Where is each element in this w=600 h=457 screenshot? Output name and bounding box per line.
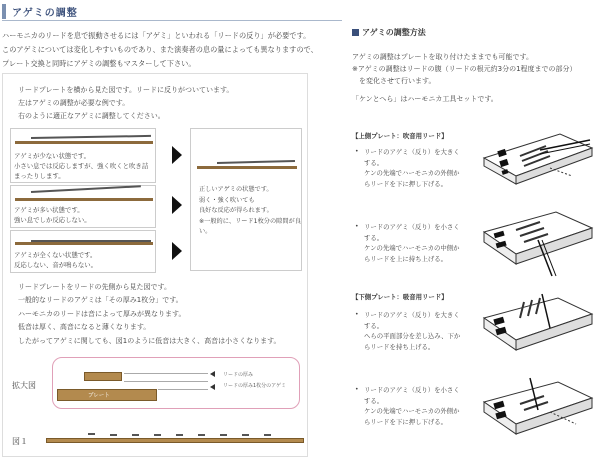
zoom-reed bbox=[84, 372, 122, 381]
arrow-right-icon bbox=[172, 146, 182, 164]
figure-reed bbox=[154, 434, 161, 436]
plate-bar bbox=[15, 198, 153, 201]
intro-line: ハーモニカのリードを息で振動させるには「アゲミ」といわれる「リードの反り」が必要です。 bbox=[2, 31, 311, 40]
figure-reed bbox=[198, 434, 205, 436]
explain-text bbox=[18, 281, 281, 348]
method-line: を変化させて行います。 bbox=[352, 77, 436, 85]
explain-line: リードプレートをリードの先側から見た図です。 bbox=[18, 283, 171, 291]
figure-label: 図１ bbox=[12, 437, 28, 446]
arrow-right-icon bbox=[172, 242, 182, 260]
harmonica-illustration bbox=[480, 206, 596, 278]
step-line: する。 bbox=[364, 158, 384, 167]
bullet-icon: • bbox=[355, 223, 359, 230]
step-text bbox=[364, 222, 488, 264]
figure-reed bbox=[176, 434, 183, 436]
desc-line: 強い息でしか反応しない。 bbox=[14, 216, 91, 224]
zoom-note: リードの厚み1枚分のアゲミ bbox=[223, 383, 287, 389]
lead-line: 右のように適正なアゲミに調整してください。 bbox=[18, 112, 165, 120]
plate-bar bbox=[15, 242, 153, 245]
state-box-small bbox=[10, 128, 156, 183]
state-desc bbox=[14, 250, 97, 270]
page-title-bar bbox=[2, 3, 342, 21]
step-line: する。 bbox=[364, 396, 384, 405]
guide-line bbox=[124, 381, 208, 382]
state-desc bbox=[14, 151, 148, 181]
correct-desc bbox=[199, 185, 301, 238]
square-bullet-icon bbox=[352, 29, 359, 36]
desc-line: アゲミが多い状態です。 bbox=[14, 206, 84, 214]
step-line: リードのアゲミ（反り）を大きく bbox=[364, 311, 460, 319]
method-title-text: アゲミの調整方法 bbox=[362, 28, 426, 37]
step-line: らリードを持ち上げる。 bbox=[364, 342, 435, 351]
state-box-none bbox=[10, 230, 156, 273]
plate-bar bbox=[197, 166, 297, 169]
intro-line: このアゲミについては変化しやすいものであり、また演奏者の息の量によっても異なりますので、 bbox=[2, 45, 318, 54]
figure-reed bbox=[110, 434, 117, 436]
step-text bbox=[364, 310, 488, 352]
reed-line bbox=[217, 160, 295, 164]
zoom-label: 拡大図 bbox=[12, 381, 36, 390]
explain-line: 一般的なリードのアゲミは「その厚み1枚分」です。 bbox=[18, 296, 183, 305]
desc-line: アゲミが少ない状態です。 bbox=[14, 152, 90, 160]
figure-reed bbox=[132, 434, 139, 436]
arrow-right-icon bbox=[172, 196, 182, 214]
figure-reed bbox=[264, 434, 271, 436]
step-line: ケンの先端でハーモニカの中側か bbox=[364, 244, 460, 252]
title-accent bbox=[2, 4, 6, 19]
harmonica-illustration bbox=[480, 128, 596, 190]
guide-line bbox=[124, 373, 208, 374]
zoom-note: リードの厚み bbox=[223, 372, 254, 378]
desc-line: 良好な反応が得られます。 bbox=[199, 207, 273, 214]
method-title bbox=[352, 27, 426, 38]
figure-reed bbox=[88, 433, 95, 435]
step-line: らリードを上に持ち上げる。 bbox=[364, 254, 448, 263]
tool-note: 「ケンとへら」はハーモニカ工具セットです。 bbox=[352, 95, 498, 103]
intro-line: プレート交換と同時にアゲミの調整もマスターして下さい。 bbox=[2, 59, 196, 68]
desc-line: アゲミが全くない状態です。 bbox=[14, 251, 97, 259]
desc-line: 小さい息では反応しますが、強く吹くと吹き詰 bbox=[14, 162, 149, 170]
step-line: リードのアゲミ（反り）を大きく bbox=[364, 148, 460, 156]
state-box-large bbox=[10, 185, 156, 228]
explain-line: ハーモニカのリードは音によって厚みが異なります。 bbox=[18, 309, 186, 318]
pointer-icon bbox=[210, 384, 215, 390]
step-line: らリードを下に押し下げる。 bbox=[364, 417, 448, 426]
bullet-icon: • bbox=[355, 386, 359, 393]
reed-line bbox=[31, 135, 151, 139]
upper-plate-heading: 【上側プレート：吹音用リード】 bbox=[352, 132, 448, 140]
desc-line: まったりします。 bbox=[14, 172, 65, 180]
step-line: へらの平面部分を差し込み、下か bbox=[364, 332, 461, 340]
step-line: リードのアゲミ（反り）を小さく bbox=[364, 386, 460, 394]
method-line: ※アゲミの調整はリードの腹（リードの根元約3分の1程度までの部分） bbox=[352, 65, 577, 73]
step-line: ケンの先端でハーモニカの外側か bbox=[364, 407, 460, 415]
step-text bbox=[364, 385, 488, 427]
guide-line bbox=[158, 389, 208, 390]
figure-plate bbox=[46, 438, 304, 443]
explain-line: 低音は厚く、高音になると薄くなります。 bbox=[18, 323, 151, 332]
explain-line: したがってアゲミに関しても、図1のように低音は大きく、高音は小さくなります。 bbox=[18, 336, 281, 345]
figure-reed bbox=[220, 434, 227, 436]
desc-line: 弱く・強く吹いても bbox=[199, 196, 255, 204]
state-desc bbox=[14, 205, 91, 225]
desc-line: 正しいアゲミの状態です。 bbox=[199, 186, 273, 193]
intro-text bbox=[2, 29, 347, 71]
pointer-icon bbox=[210, 371, 215, 377]
method-text bbox=[352, 51, 600, 87]
step-line: する。 bbox=[364, 233, 384, 242]
step-line: リードのアゲミ（反り）を小さく bbox=[364, 223, 460, 231]
harmonica-illustration bbox=[480, 288, 596, 360]
step-line: する。 bbox=[364, 321, 384, 330]
step-line: ケンの先端でハーモニカの外側か bbox=[364, 169, 460, 177]
method-line: アゲミの調整はプレートを取り付けたままでも可能です。 bbox=[352, 53, 533, 61]
desc-line: い。 bbox=[199, 228, 212, 235]
figure-reed bbox=[242, 434, 249, 436]
zoom-plate-label: プレート bbox=[88, 393, 110, 399]
page-title: アゲミの調整 bbox=[12, 8, 78, 19]
correct-state-box bbox=[190, 128, 302, 271]
lead-text bbox=[18, 84, 233, 123]
lead-line: リードプレートを横から見た図です。リードに反りがついています。 bbox=[18, 86, 234, 94]
reed-line bbox=[31, 185, 141, 193]
desc-line: 反応しない、音が鳴らない。 bbox=[14, 261, 98, 269]
lead-line: 左はアゲミの調整が必要な例です。 bbox=[18, 99, 130, 107]
bullet-icon: • bbox=[355, 148, 359, 155]
harmonica-illustration bbox=[480, 374, 596, 446]
desc-line: ※一般的に、リード1枚分の隙間が良 bbox=[199, 217, 301, 225]
plate-bar bbox=[15, 141, 153, 144]
bullet-icon: • bbox=[355, 311, 359, 318]
step-text bbox=[364, 147, 488, 189]
lower-plate-heading: 【下側プレート：吸音用リード】 bbox=[352, 293, 448, 301]
step-line: らリードを下に押し下げる。 bbox=[364, 179, 448, 188]
